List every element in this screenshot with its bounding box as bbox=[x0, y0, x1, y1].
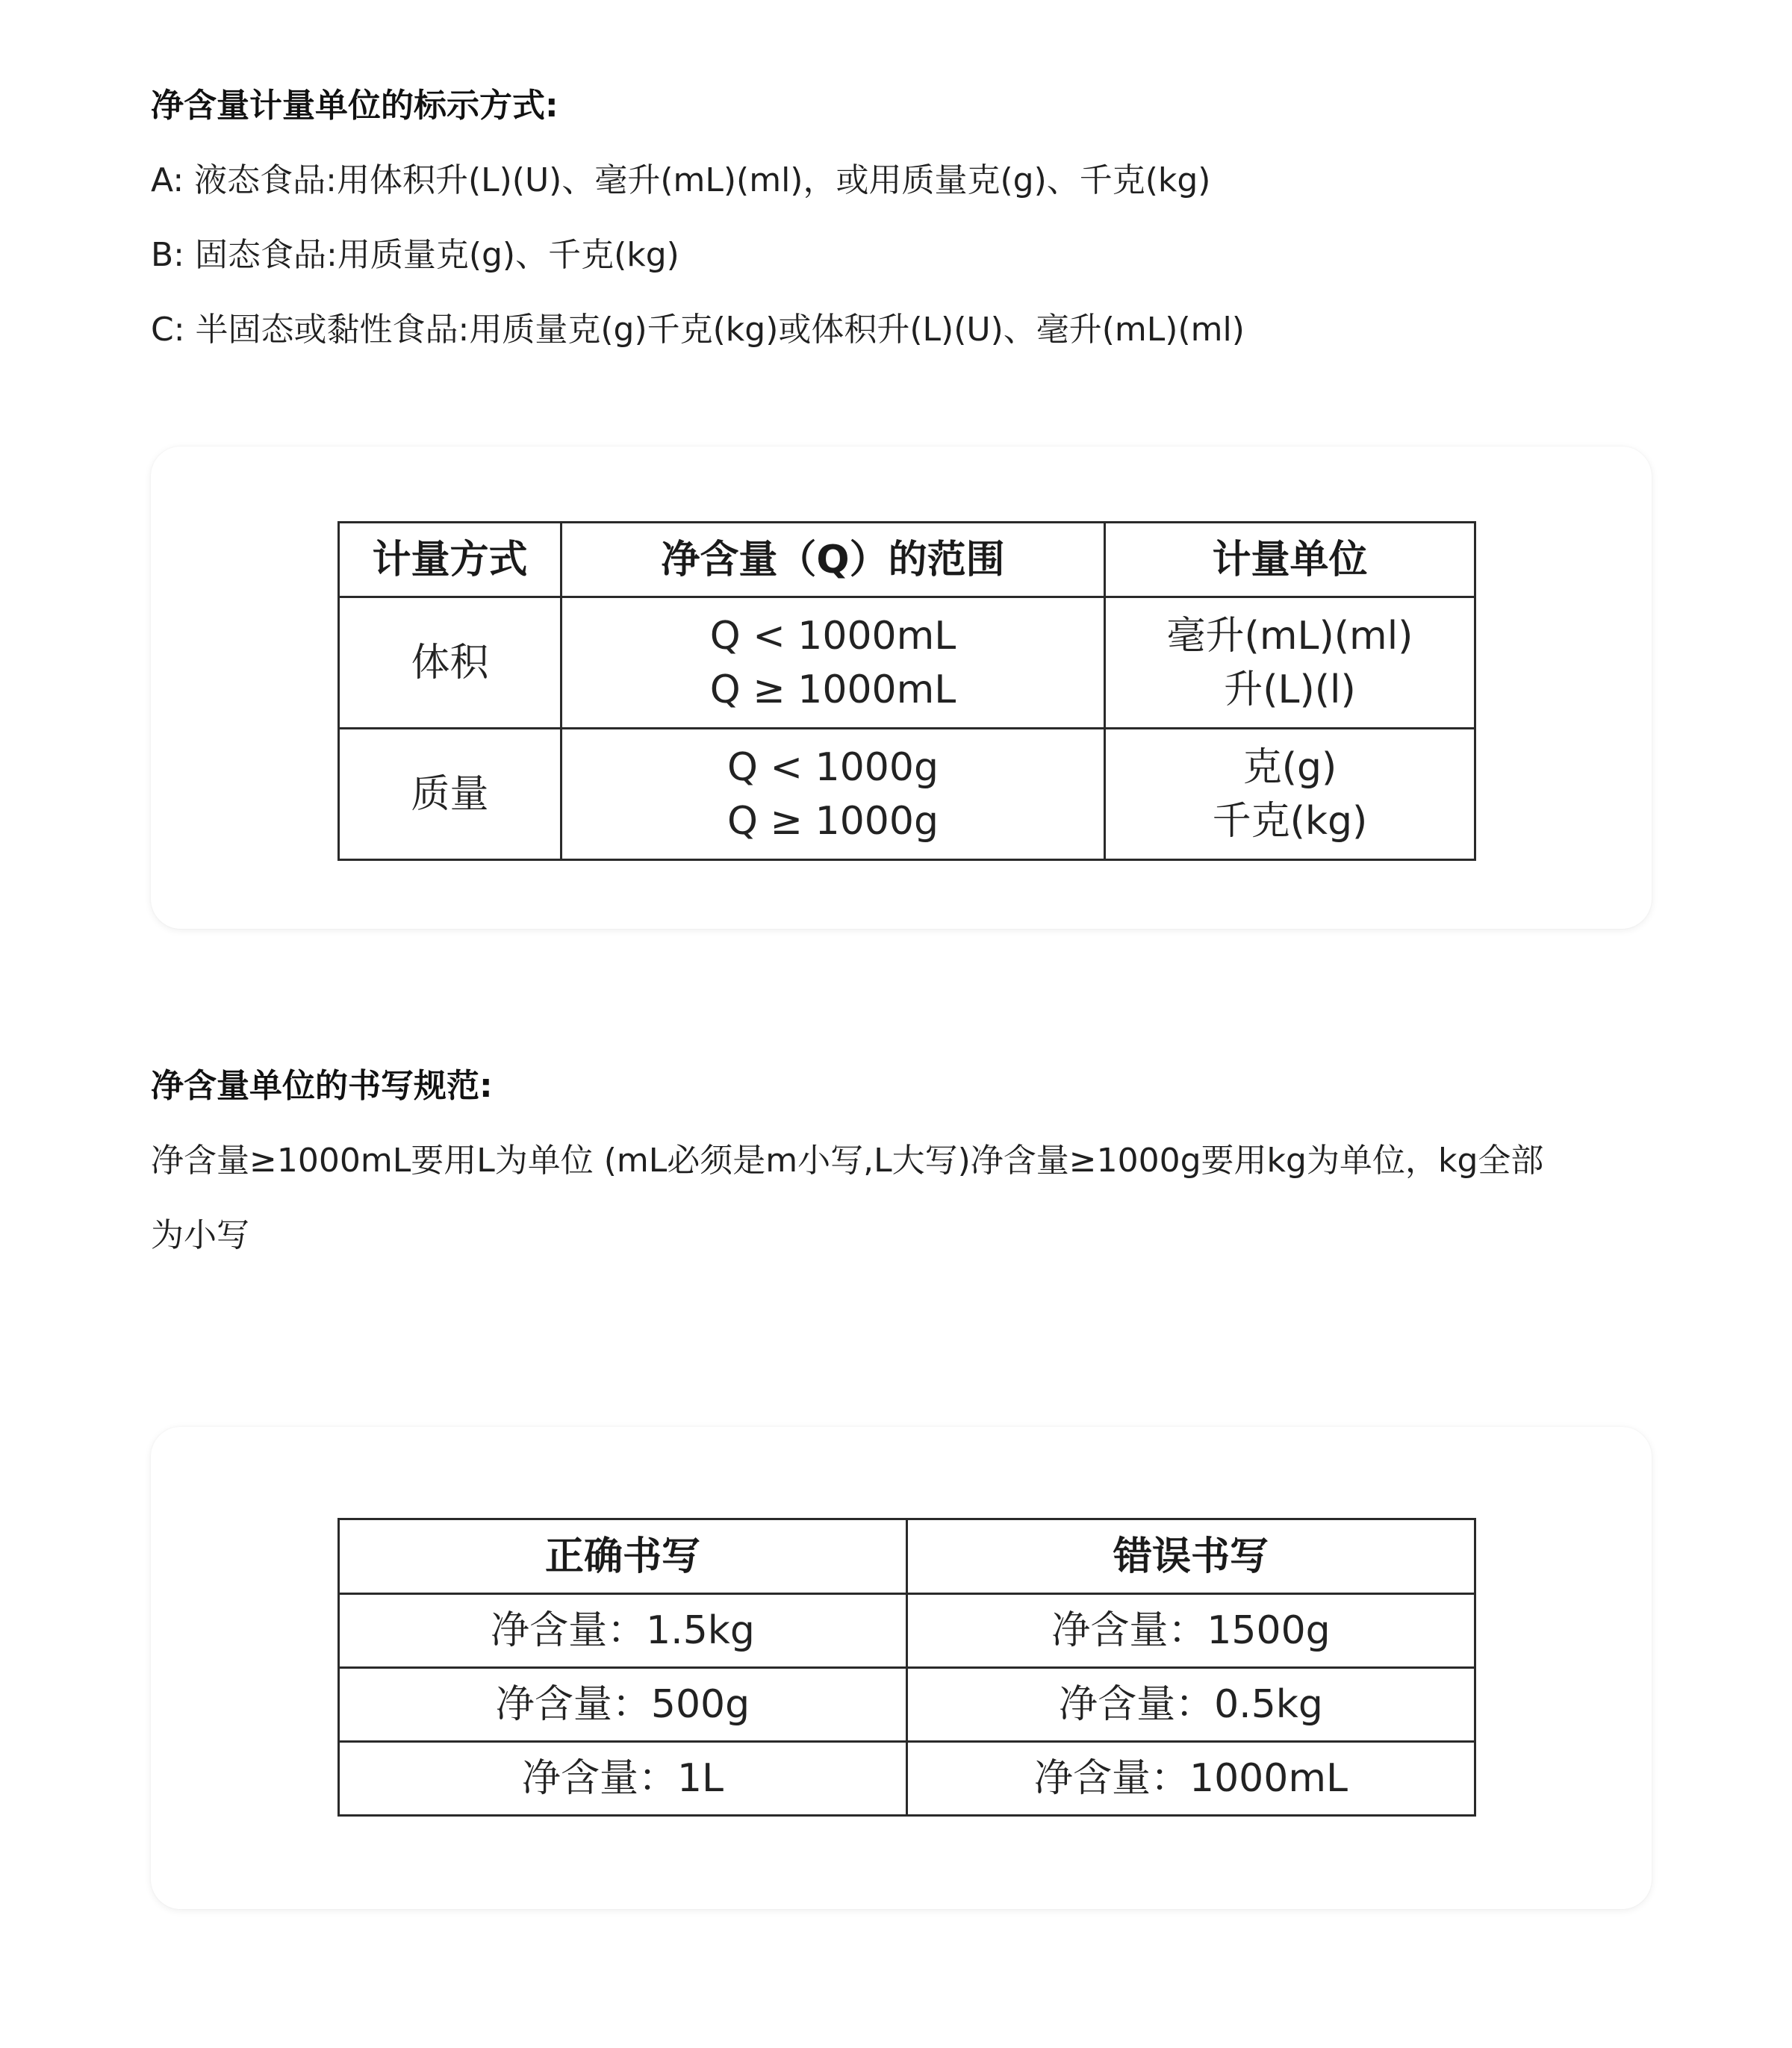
text-line-rule-continued: 为小写 bbox=[151, 1216, 249, 1254]
range-cell bbox=[561, 597, 1105, 729]
section-title-unit-marking: 净含量计量单位的标示方式: bbox=[151, 87, 559, 125]
text-line-rule: 净含量≥1000mL要用L为单位 (mL必须是m小写,L大写)净含量≥1000g要用kg为单位，kg全部 bbox=[151, 1142, 1544, 1180]
text-line-liquid: A: 液态食品:用体积升(L)(U)、毫升(mL)(ml)，或用质量克(g)、千克(kg) bbox=[151, 161, 1211, 199]
correct-example: 净含量：1.5kg bbox=[339, 1594, 907, 1668]
wrong-example: 净含量：1000mL bbox=[907, 1742, 1475, 1816]
correct-example: 净含量：1L bbox=[339, 1742, 907, 1816]
unit-range-table bbox=[337, 521, 1476, 861]
method-cell: 质量 bbox=[339, 729, 561, 860]
table-row bbox=[339, 1668, 1475, 1742]
writing-examples-table bbox=[337, 1518, 1476, 1817]
range-cell bbox=[561, 729, 1105, 860]
table-row bbox=[339, 597, 1475, 729]
section-title-writing-rules: 净含量单位的书写规范: bbox=[151, 1067, 493, 1105]
method-cell: 体积 bbox=[339, 597, 561, 729]
table-header-row bbox=[339, 523, 1475, 597]
header-unit: 计量单位 bbox=[1105, 523, 1475, 597]
unit-line: 克(g) bbox=[1242, 744, 1337, 790]
unit-line: 升(L)(l) bbox=[1224, 667, 1356, 712]
correct-example: 净含量：500g bbox=[339, 1668, 907, 1742]
text-line-semisolid: C: 半固态或黏性食品:用质量克(g)千克(kg)或体积升(L)(U)、毫升(mL)(ml) bbox=[151, 311, 1245, 349]
range-line: Q ≥ 1000g bbox=[727, 798, 939, 844]
unit-cell bbox=[1105, 597, 1475, 729]
header-range: 净含量（Q）的范围 bbox=[561, 523, 1105, 597]
table-header-row bbox=[339, 1519, 1475, 1594]
unit-cell bbox=[1105, 729, 1475, 860]
range-line: Q ≥ 1000mL bbox=[709, 667, 956, 712]
table-row bbox=[339, 1594, 1475, 1668]
table-row bbox=[339, 729, 1475, 860]
unit-line: 千克(kg) bbox=[1212, 798, 1368, 844]
unit-table-card bbox=[151, 446, 1652, 929]
header-wrong: 错误书写 bbox=[907, 1519, 1475, 1594]
header-method: 计量方式 bbox=[339, 523, 561, 597]
header-correct: 正确书写 bbox=[339, 1519, 907, 1594]
range-line: Q < 1000g bbox=[727, 744, 939, 790]
unit-line: 毫升(mL)(ml) bbox=[1166, 613, 1413, 659]
table-row bbox=[339, 1742, 1475, 1816]
wrong-example: 净含量：0.5kg bbox=[907, 1668, 1475, 1742]
text-line-solid: B: 固态食品:用质量克(g)、千克(kg) bbox=[151, 236, 679, 274]
wrong-example: 净含量：1500g bbox=[907, 1594, 1475, 1668]
range-line: Q < 1000mL bbox=[709, 613, 956, 659]
writing-examples-card bbox=[151, 1427, 1652, 1909]
